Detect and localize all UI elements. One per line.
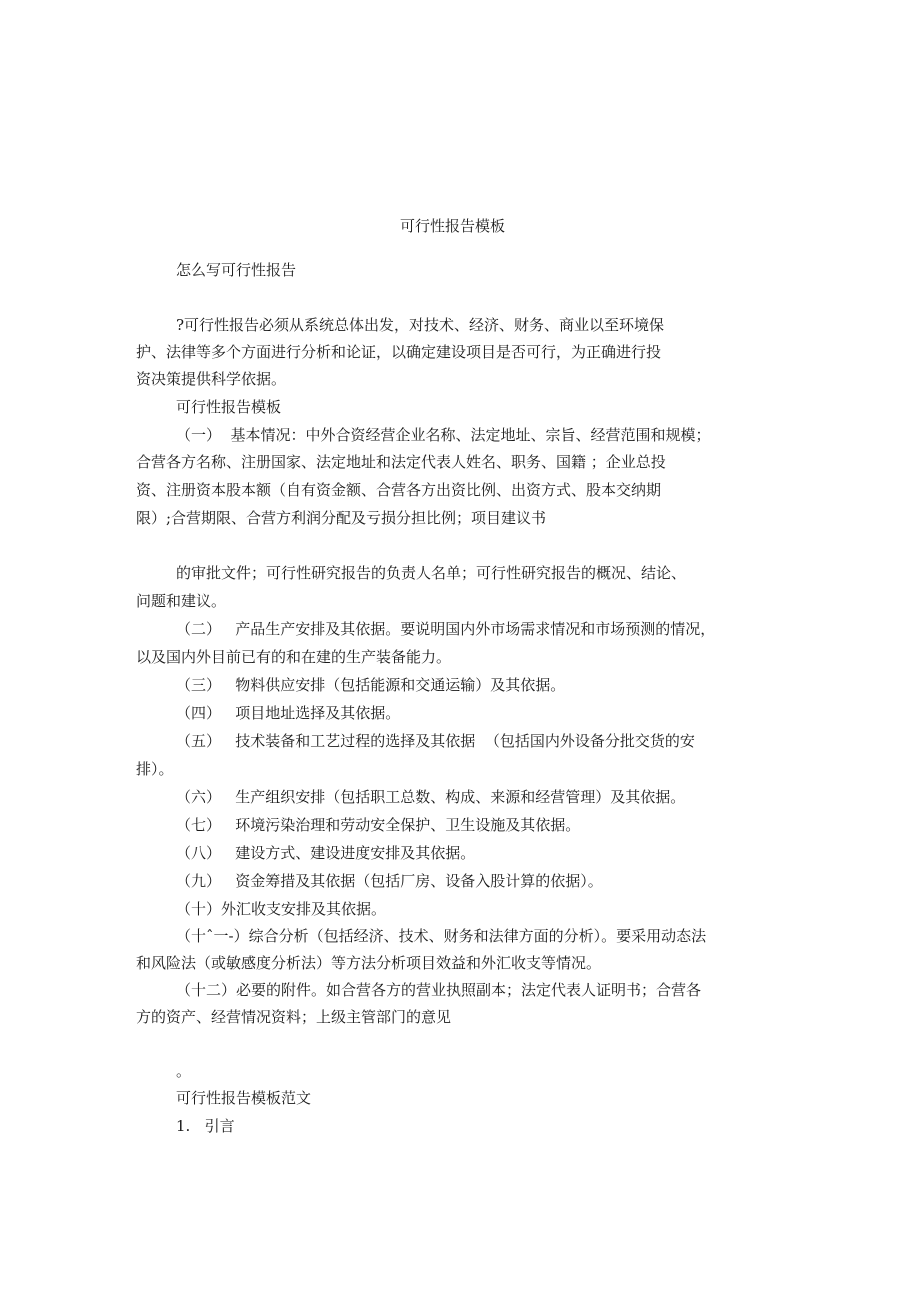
trailing-period: 。 (176, 1062, 192, 1080)
item-12-line-2: 方的资产、经营情况资料；上级主管部门的意见 (136, 1008, 452, 1026)
document-title: 可行性报告模板 (400, 217, 506, 235)
item-12-line-1: （十二）必要的附件。如合营各方的营业执照副本；法定代表人证明书；合营各 (176, 981, 702, 999)
intro-line-2: 护、法律等多个方面进行分析和论证，以确定建设项目是否可行，为正确进行投 (136, 343, 662, 361)
item-1-line-2: 合营各方名称、注册国家、法定地址和法定代表人姓名、职务、国籍 ；企业总投 (136, 453, 666, 471)
item-2-line-2: 以及国内外目前已有的和在建的生产装备能力。 (136, 648, 452, 666)
intro-line-3: 资决策提供科学依据。 (136, 370, 287, 388)
item-8: （八） 建设方式、建设进度安排及其依据。 (176, 844, 476, 862)
item-1-line-3: 资、注册资本股本额（自有资金额、合营各方出资比例、出资方式、股本交纳期 (136, 481, 662, 499)
item-3: （三） 物料供应安排（包括能源和交通运输）及其依据。 (176, 676, 566, 694)
numbered-heading-introduction: 1. 引言 (176, 1117, 235, 1135)
item-1-line-1: （一） 基本情况：中外合资经营企业名称、法定地址、宗旨、经营范围和规模； (176, 426, 711, 444)
item-6: （六） 生产组织安排（包括职工总数、构成、来源和经营管理）及其依据。 (176, 788, 686, 806)
item-2-line-1: （二） 产品生产安排及其依据。要说明国内外市场需求情况和市场预测的情况， (176, 620, 716, 638)
item-1-cont-line-2: 问题和建议。 (136, 592, 227, 610)
item-1-line-4: 限）;合营期限、合营方利润分配及亏损分担比例；项目建议书 (136, 509, 547, 527)
item-10: （十）外汇收支安排及其依据。 (176, 900, 387, 918)
intro-line-1: ?可行性报告必须从系统总体出发，对技术、经济、财务、商业以至环境保 (176, 316, 665, 334)
item-9: （九） 资金筹措及其依据（包括厂房、设备入股计算的依据）。 (176, 872, 603, 890)
item-5-line-2: 排）。 (136, 760, 174, 778)
document-heading: 怎么写可行性报告 (176, 261, 297, 279)
item-5-line-1: （五） 技术装备和工艺过程的选择及其依据 （包括国内外设备分批交货的安 (176, 732, 695, 750)
item-4: （四） 项目地址选择及其依据。 (176, 704, 401, 722)
sample-heading: 可行性报告模板范文 (176, 1089, 312, 1107)
item-7: （七） 环境污染治理和劳动安全保护、卫生设施及其依据。 (176, 816, 581, 834)
section-label: 可行性报告模板 (176, 398, 282, 416)
item-11-line-1: （十ˆ一-）综合分析（包括经济、技术、财务和法律方面的分析）。要采用动态法 (176, 927, 707, 945)
item-1-cont-line-1: 的审批文件；可行性研究报告的负责人名单；可行性研究报告的概况、结论、 (176, 564, 687, 582)
item-11-line-2: 和风险法（或敏感度分析法）等方法分析项目效益和外汇收支等情况。 (136, 954, 602, 972)
